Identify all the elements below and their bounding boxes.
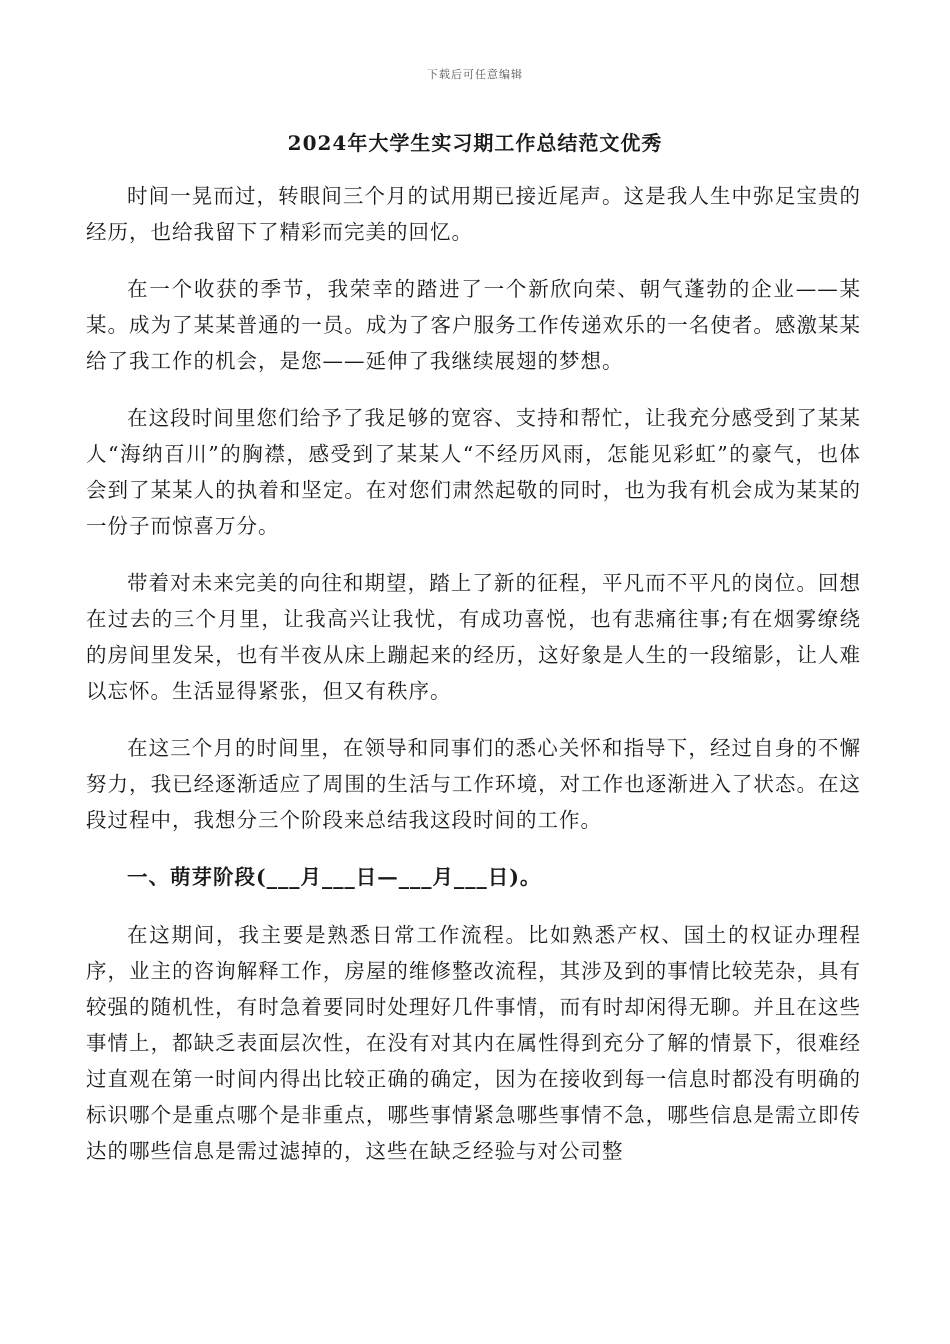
document-body	[86, 178, 861, 1190]
paragraph: 在一个收获的季节，我荣幸的踏进了一个新欣向荣、朝气蓬勃的企业——某某。成为了某某普通的一员。成为了客户服务工作传递欢乐的一名使者。感激某某给了我工作的机会，是您——延伸了我继续展翅的梦想。	[86, 277, 861, 373]
paragraph: 在这三个月的时间里，在领导和同事们的悉心关怀和指导下，经过自身的不懈努力，我已经逐渐适应了周围的生活与工作环境，对工作也逐渐进入了状态。在这段过程中，我想分三个阶段来总结我这段时间的工作。	[86, 736, 861, 832]
section-heading: 一、萌芽阶段(___月___日—___月___日)。	[127, 865, 542, 889]
paragraph: 在这期间，我主要是熟悉日常工作流程。比如熟悉产权、国土的权证办理程序，业主的咨询解释工作，房屋的维修整改流程，其涉及到的事情比较芜杂，具有较强的随机性，有时急着要同时处理好几件事情，而有时却闲得无聊。并且在这些事情上，都缺乏表面层次性，在没有对其内在属性得到充分了解的情景下，很难经过直观在第一时间内得出比较正确的确定，因为在接收到每一信息时都没有明确的标识哪个是重点哪个是非重点，哪些事情紧急哪些事情不急，哪些信息是需立即传达的哪些信息是需过滤掉的，这些在缺乏经验与对公司整	[86, 923, 861, 1163]
paragraph: 时间一晃而过，转眼间三个月的试用期已接近尾声。这是我人生中弥足宝贵的经历，也给我留下了精彩而完美的回忆。	[86, 184, 861, 244]
header-note: 下载后可任意编辑	[427, 68, 523, 81]
document-title: 2024年大学生实习期工作总结范文优秀	[287, 131, 663, 155]
paragraph: 带着对未来完美的向往和期望，踏上了新的征程，平凡而不平凡的岗位。回想在过去的三个月里，让我高兴让我忧，有成功喜悦，也有悲痛往事;有在烟雾缭绕的房间里发呆，也有半夜从床上蹦起来的经历，这好象是人生的一段缩影，让人难以忘怀。生活显得紧张，但又有秩序。	[86, 571, 861, 703]
paragraph: 在这段时间里您们给予了我足够的宽容、支持和帮忙，让我充分感受到了某某人“海纳百川”的胸襟，感受到了某某人“不经历风雨，怎能见彩虹”的豪气，也体会到了某某人的执着和坚定。在对您们肃然起敬的同时，也为我有机会成为某某的一份子而惊喜万分。	[86, 406, 861, 538]
